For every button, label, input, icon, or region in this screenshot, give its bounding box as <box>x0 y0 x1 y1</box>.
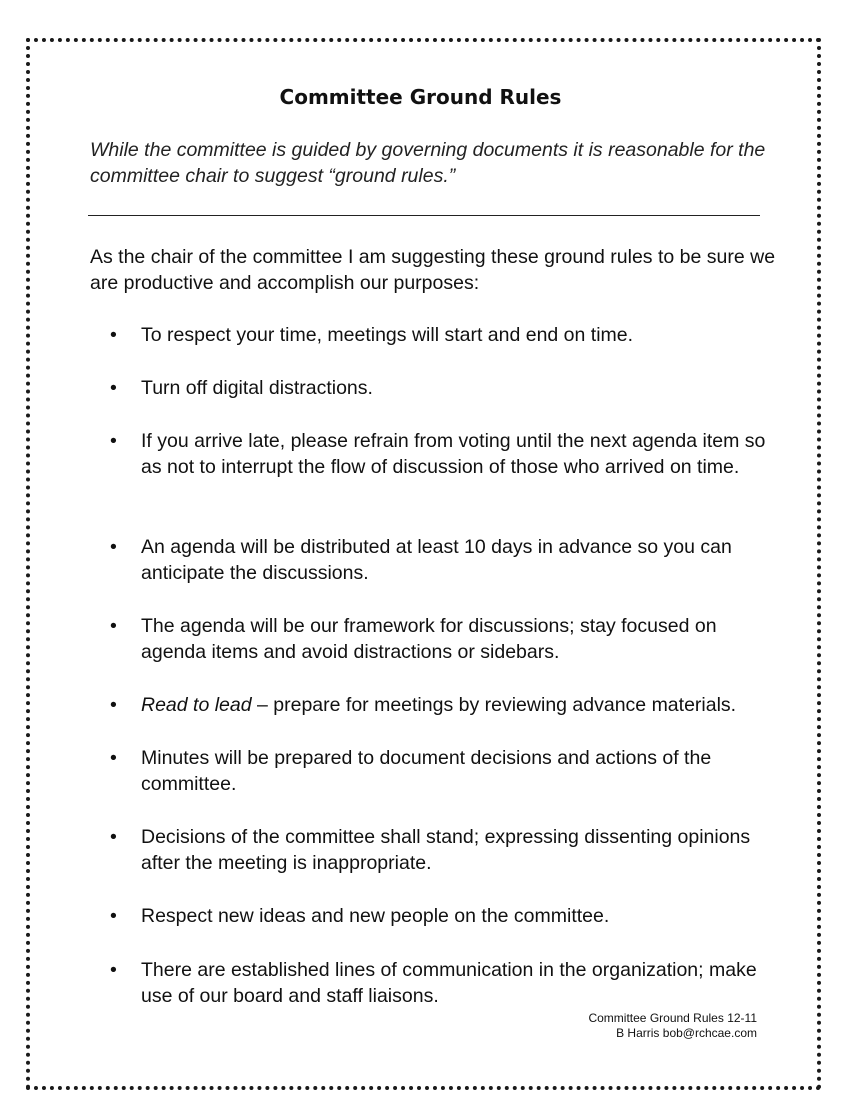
rule-text: Decisions of the committee shall stand; expressing dissenting opinions after the meeting is inappropriate. <box>141 826 751 874</box>
rule-text: The agenda will be our framework for discussions; stay focused on agenda items and avoid distractions or sidebars. <box>141 615 717 663</box>
rule-text: Minutes will be prepared to document decisions and actions of the committee. <box>141 747 712 795</box>
horizontal-divider <box>88 215 760 216</box>
bullet-icon: • <box>110 536 117 558</box>
rule-emphasis: Read to lead <box>141 694 252 716</box>
bullet-icon: • <box>110 694 117 716</box>
document-footer <box>588 1011 757 1041</box>
bullet-icon: • <box>110 747 117 769</box>
footer-line-1: Committee Ground Rules 12-11 <box>588 1011 757 1025</box>
bullet-icon: • <box>110 377 117 399</box>
rule-text: To respect your time, meetings will start and end on time. <box>141 324 634 346</box>
bullet-icon: • <box>110 826 117 848</box>
intro-paragraph: While the committee is guided by governing documents it is reasonable for the committee chair to suggest “ground rules.” <box>90 139 766 187</box>
bullet-icon: • <box>110 615 117 637</box>
rule-text: There are established lines of communication in the organization; make use of our board and staff liaisons. <box>141 959 757 1007</box>
lead-paragraph: As the chair of the committee I am suggesting these ground rules to be sure we are productive and accomplish our purposes: <box>90 246 776 294</box>
document-title: Committee Ground Rules <box>279 85 562 109</box>
bullet-icon: • <box>110 959 117 981</box>
bullet-icon: • <box>110 905 117 927</box>
rule-text: Turn off digital distractions. <box>141 377 373 399</box>
rule-text-rest: – prepare for meetings by reviewing advance materials. <box>251 694 737 716</box>
bullet-icon: • <box>110 324 117 346</box>
rule-text: An agenda will be distributed at least 10 days in advance so you can anticipate the discussions. <box>141 536 732 584</box>
rule-text: Respect new ideas and new people on the committee. <box>141 905 610 927</box>
footer-line-2: B Harris bob@rchcae.com <box>616 1026 757 1040</box>
bullet-icon: • <box>110 430 117 452</box>
rule-text: If you arrive late, please refrain from voting until the next agenda item so as not to interrupt the flow of discussion of those who arrived on time. <box>141 430 766 478</box>
rule-text <box>141 692 771 718</box>
